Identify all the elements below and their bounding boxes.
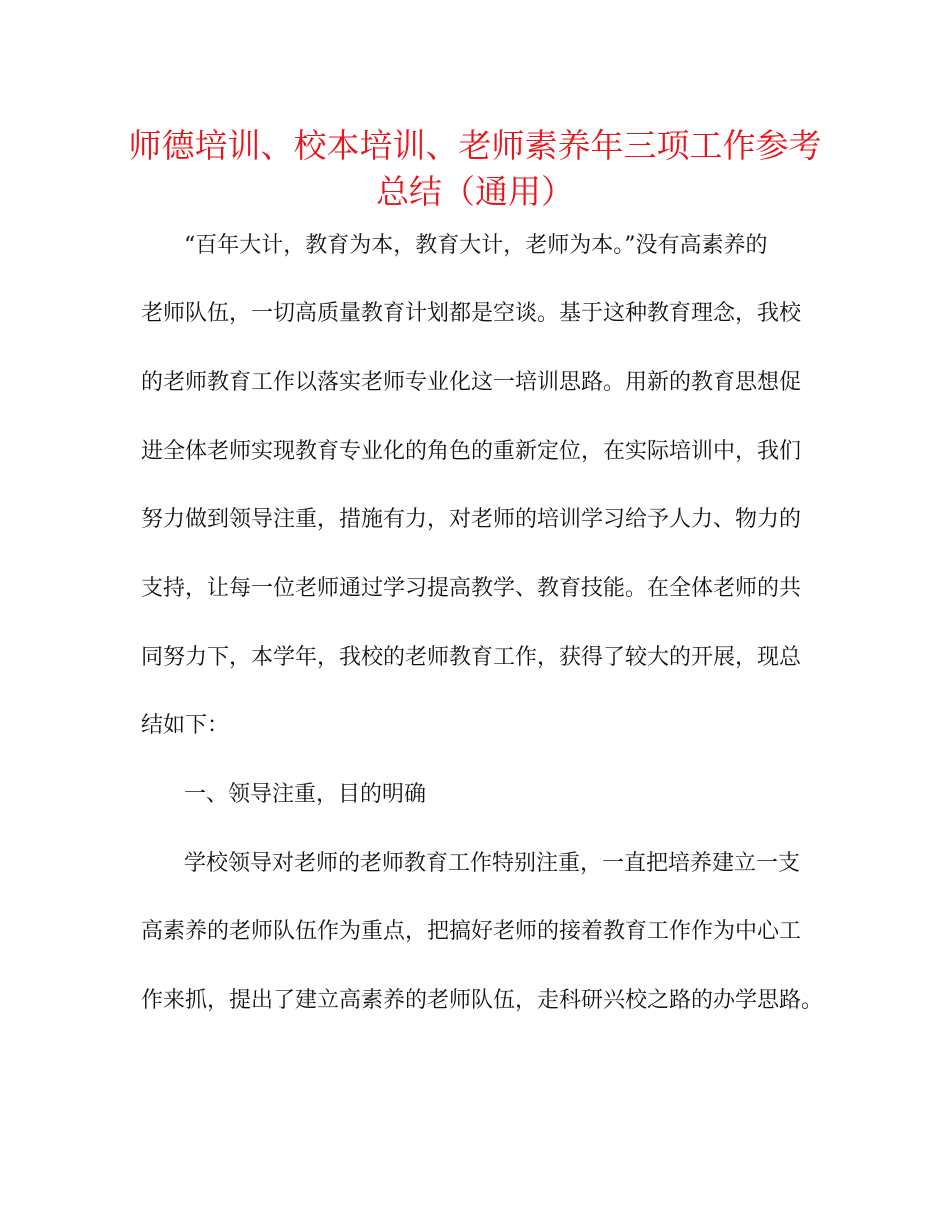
paragraph-line: 作来抓，提出了建立高素养的老师队伍，走科研兴校之路的办学思路。 bbox=[141, 988, 824, 1013]
paragraph-line: 学校领导对老师的老师教育工作特别注重，一直把培养建立一支 bbox=[184, 851, 801, 876]
paragraph-line: 老师队伍，一切高质量教育计划都是空谈。基于这种教育理念，我校 bbox=[141, 301, 802, 326]
paragraph-line: 支持，让每一位老师通过学习提高教学、教育技能。在全体老师的共 bbox=[141, 576, 802, 601]
document-title-line-1: 师德培训、校本培训、老师素养年三项工作参考 bbox=[128, 126, 822, 165]
paragraph-line: “百年大计，教育为本，教育大计，老师为本。”没有高素养的 bbox=[184, 233, 768, 258]
section-heading: 一、领导注重，目的明确 bbox=[184, 782, 427, 807]
paragraph-line: 结如下： bbox=[141, 713, 230, 738]
document-title-line-2: 总结（通用） bbox=[376, 172, 574, 211]
paragraph-line: 的老师教育工作以落实老师专业化这一培训思路。用新的教育思想促 bbox=[141, 370, 802, 395]
paragraph-line: 进全体老师实现教育专业化的角色的重新定位，在实际培训中，我们 bbox=[141, 439, 802, 464]
paragraph-line: 高素养的老师队伍作为重点，把搞好老师的接着教育工作作为中心工 bbox=[141, 919, 802, 944]
paragraph-line: 同努力下，本学年，我校的老师教育工作，获得了较大的开展，现总 bbox=[141, 645, 802, 670]
paragraph-line: 努力做到领导注重，措施有力，对老师的培训学习给予人力、物力的 bbox=[141, 507, 802, 532]
